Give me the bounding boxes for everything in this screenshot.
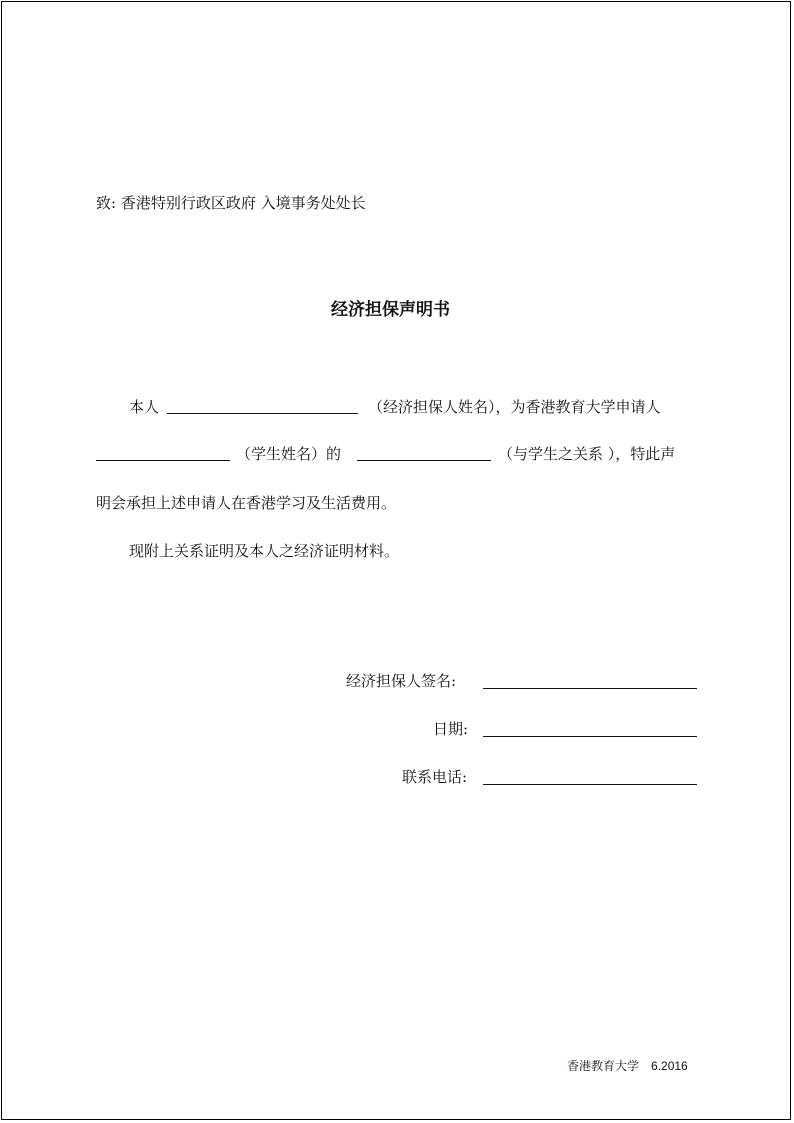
date-label: 日期: bbox=[433, 720, 469, 738]
phone-label: 联系电话: bbox=[402, 768, 468, 786]
relationship-blank[interactable] bbox=[357, 460, 491, 461]
sponsor-name-blank[interactable] bbox=[167, 413, 358, 414]
footer-version: 6.2016 bbox=[651, 1059, 688, 1073]
body-line1-prefix: 本人 bbox=[129, 398, 160, 416]
footer-institution: 香港教育大学 bbox=[567, 1059, 640, 1073]
date-blank[interactable] bbox=[483, 736, 697, 737]
sponsor-signature-label: 经济担保人签名: bbox=[346, 672, 457, 690]
body-line2-student: （学生姓名）的 bbox=[236, 445, 342, 463]
footer bbox=[567, 1058, 688, 1074]
body-line2-relation: （与学生之关系 ），特此声 bbox=[498, 445, 676, 463]
phone-blank[interactable] bbox=[483, 784, 697, 785]
body-line4: 现附上关系证明及本人之经济证明材料。 bbox=[129, 542, 400, 560]
addressee-line: 致: 香港特别行政区政府 入境事务处处长 bbox=[96, 194, 366, 212]
body-line3: 明会承担上述申请人在香港学习及生活费用。 bbox=[96, 494, 397, 512]
sponsor-signature-blank[interactable] bbox=[483, 688, 697, 689]
document-title: 经济担保声明书 bbox=[331, 300, 450, 320]
body-line1-suffix: （经济担保人姓名），为香港教育大学申请人 bbox=[368, 398, 661, 416]
student-name-blank[interactable] bbox=[96, 460, 230, 461]
